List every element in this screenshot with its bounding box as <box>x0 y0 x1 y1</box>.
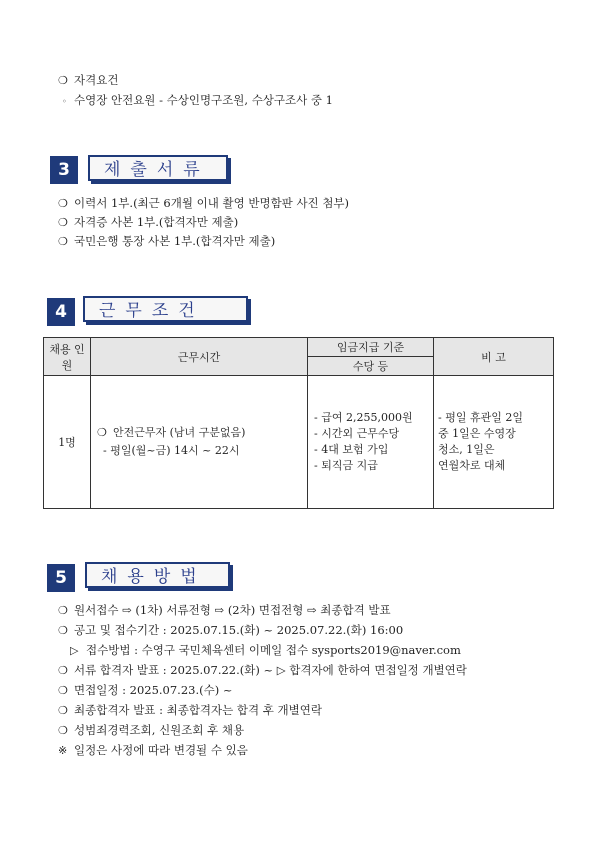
dot-bullet-icon: ◦ <box>62 97 67 106</box>
header-hire: 채용 인원 <box>44 338 91 376</box>
header-hours: 근무시간 <box>91 338 308 376</box>
list-item: ❍ 성범죄경력조회, 신원조회 후 채용 <box>58 723 245 737</box>
circle-bullet-icon: ❍ <box>58 216 68 229</box>
cell-pay: - 급여 2,255,000원 - 시간외 근무수당 - 4대 보험 가입 - 퇴직금 지급 <box>308 376 434 509</box>
qualification-heading: ❍ 자격요건 <box>58 73 119 87</box>
cell-note: - 평일 휴관일 2일 중 1일은 수영장 청소, 1일은 연월차로 대체 <box>434 376 554 509</box>
list-item: ❍ 공고 및 접수기간 : 2025.07.15.(화) ~ 2025.07.22.(화) 16:00 <box>58 623 404 637</box>
work-conditions-table <box>43 337 554 509</box>
section-5-number: 5 <box>47 564 75 592</box>
cell-hire: 1명 <box>44 376 91 509</box>
cell-hours: ❍ 안전근무자 (남녀 구분없음) - 평일(월~금) 14시 ~ 22시 <box>91 376 308 509</box>
list-item: ❍ 원서접수 ⇨ (1차) 서류전형 ⇨ (2차) 면접전형 ⇨ 최종합격 발표 <box>58 603 391 617</box>
list-item: ❍ 이력서 1부.(최근 6개월 이내 촬영 반명함판 사진 첨부) <box>58 196 350 210</box>
header-note: 비 고 <box>434 338 554 376</box>
list-item: ※ 일정은 사정에 따라 변경될 수 있음 <box>58 743 248 757</box>
circle-bullet-icon: ❍ <box>58 74 68 87</box>
circle-bullet-icon: ❍ <box>58 724 68 737</box>
list-item: ❍ 자격증 사본 1부.(합격자만 제출) <box>58 215 239 229</box>
section-5-title: 채용방법 <box>85 562 230 588</box>
section-4-title: 근무조건 <box>83 296 248 322</box>
circle-bullet-icon: ❍ <box>58 624 68 637</box>
section-3-title: 제출서류 <box>88 155 228 181</box>
header-pay-top: 임금지급 기준 <box>308 338 434 357</box>
list-item: ❍ 국민은행 통장 사본 1부.(합격자만 제출) <box>58 234 276 248</box>
list-item: ❍ 최종합격자 발표 : 최종합격자는 합격 후 개별연락 <box>58 703 322 717</box>
qualification-item: ◦ 수영장 안전요원 - 수상인명구조원, 수상구조사 중 1 <box>62 92 333 110</box>
list-item: ❍ 서류 합격자 발표 : 2025.07.22.(화) ~ ▷ 합격자에 한하여 면접일정 개별연락 <box>58 663 467 677</box>
header-pay-bottom: 수당 등 <box>308 357 434 376</box>
list-item: ▷ 접수방법 : 수영구 국민체육센터 이메일 접수 sysports2019@naver.com <box>70 643 461 657</box>
circle-bullet-icon: ❍ <box>58 684 68 697</box>
triangle-right-icon: ▷ <box>70 644 79 657</box>
circle-bullet-icon: ❍ <box>58 604 68 617</box>
reference-mark-icon: ※ <box>58 744 68 757</box>
section-3-number: 3 <box>50 156 78 184</box>
section-4-number: 4 <box>47 298 75 326</box>
circle-bullet-icon: ❍ <box>58 235 68 248</box>
circle-bullet-icon: ❍ <box>58 664 68 677</box>
list-item: ❍ 면접일정 : 2025.07.23.(수) ~ <box>58 683 233 697</box>
circle-bullet-icon: ❍ <box>97 426 107 439</box>
circle-bullet-icon: ❍ <box>58 704 68 717</box>
circle-bullet-icon: ❍ <box>58 197 68 210</box>
